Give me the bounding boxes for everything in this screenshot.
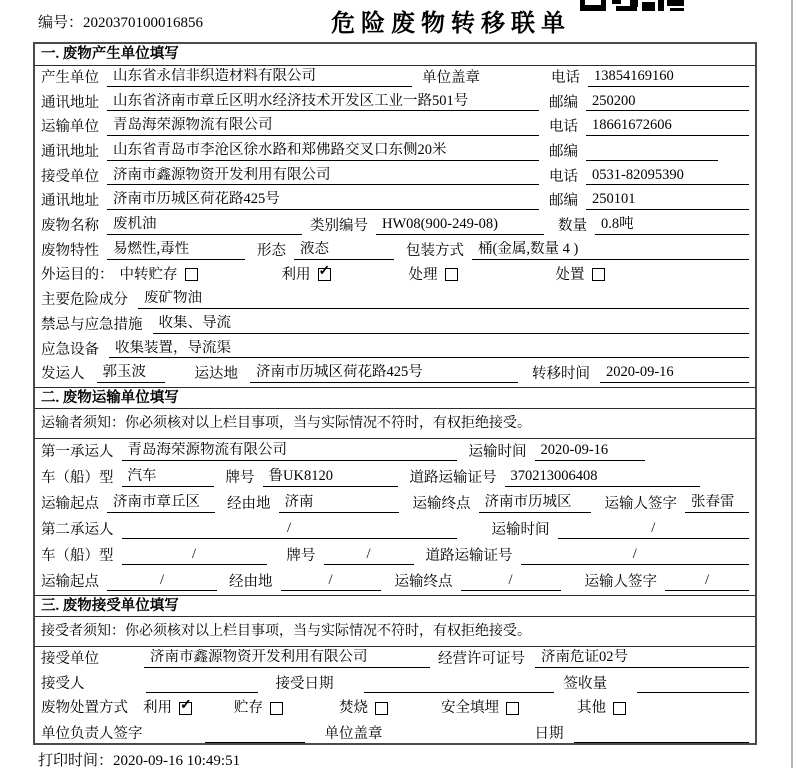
serial-label: 编号： [38,15,84,31]
transporter-address-value: 山东省青岛市李沧区徐水路和郑佛路交叉口东侧20米 [107,142,539,161]
receiver-zip-label: 邮编 [549,193,578,210]
landfill-checkbox [506,702,519,715]
purpose-label: 外运目的： [41,266,114,283]
carrier2-route-row [35,569,755,595]
manifest-form [33,42,757,745]
producer-phone-value: 13854169160 [588,68,749,87]
received-qty-value [637,691,749,693]
carrier2-label: 第二承运人 [41,522,114,539]
consignor-row [35,362,755,387]
end-label: 运输终点 [394,574,453,591]
transporter-phone-label: 电话 [549,119,578,136]
carrier2-sign-value: / [665,572,749,591]
producer-row [35,66,755,91]
disposal-option-other [577,700,626,717]
waste-name-label: 废物名称 [41,218,99,235]
property-label: 废物特性 [41,242,99,259]
transporter-row [35,115,755,140]
purpose-option-treat [409,267,458,284]
received-qty-label: 签收量 [563,676,607,693]
transporter-zip-value [586,159,718,161]
head-sign-row [35,722,755,747]
unit-seal-label: 单位盖章 [324,726,383,743]
carrier2-row [35,517,755,543]
emergency-value: 收集、导流 [153,315,750,334]
plate-label: 牌号 [225,470,255,487]
carrier1-via-value: 济南 [279,494,399,513]
section3-notice: 接受者须知：你必须核对以上栏目事项，当与实际情况不符时，有权拒绝接受。 [35,617,755,647]
utilize-checkbox [318,268,331,281]
equipment-label: 应急设备 [41,341,99,358]
producer-zip-value: 250200 [586,93,749,112]
producer-label: 产生单位 [41,70,99,87]
print-time-label: 打印时间： [38,753,114,768]
equipment-row [35,338,755,363]
transfer-storage-checkbox [185,268,198,281]
disposal-row [35,697,755,722]
carrier1-vehicle-row [35,465,755,491]
license-label: 道路运输证号 [425,548,513,565]
section2-notice: 运输者须知：你必须核对以上栏目事项，当与实际情况不符时，有权拒绝接受。 [35,409,755,439]
section3-header: 三. 废物接受单位填写 [35,595,755,617]
packing-label: 包装方式 [406,242,464,259]
serial-value: 2020370100016856 [83,15,204,31]
carrier1-route-row [35,491,755,517]
date-value [574,741,750,743]
disposal-label: 废物处置方式 [41,700,128,717]
accept-unit-label: 接受单位 [41,651,99,668]
quantity-value: 0.8吨 [595,216,749,235]
acceptor-value [146,691,258,693]
transporter-value: 青岛海荣源物流有限公司 [107,117,539,136]
disposal-option-label: 贮存 [234,700,263,717]
origin-label: 运输起点 [41,496,99,513]
transporter-address-label: 通讯地址 [41,144,99,161]
disposal-option-label: 利用 [143,700,172,717]
vehicle-label: 车（船）型 [41,548,114,565]
treat-checkbox [445,268,458,281]
equipment-value: 收集装置，导流渠 [109,340,749,359]
permit-label: 经营许可证号 [438,651,525,668]
purpose-option-label: 中转贮存 [119,266,178,283]
waste-name-value: 废机油 [107,216,302,235]
transfer-time-label: 转移时间 [532,366,590,383]
disposal-option-incinerate [339,700,388,717]
acceptor-label: 接受人 [41,676,85,693]
component-row [35,288,755,313]
qr-code-fragment-icon [580,0,688,12]
purpose-option-label: 处置 [555,266,585,283]
date-label: 日期 [534,726,564,743]
purpose-option-dispose [556,267,605,284]
receiver-phone-value: 0531-82095390 [586,167,749,186]
carrier1-label: 第一承运人 [41,444,114,461]
carrier2-value: / [122,520,457,539]
disposal-option-utilize [143,700,192,717]
carrier1-origin-value: 济南市章丘区 [107,494,215,513]
producer-value: 山东省永信非织造材料有限公司 [107,68,412,87]
purpose-option-label: 处理 [408,266,438,283]
carrier2-end-value: / [461,572,561,591]
via-label: 经由地 [229,574,273,591]
carrier1-time-label: 运输时间 [468,444,527,461]
producer-phone-label: 电话 [551,70,580,87]
head-sign-value [205,741,305,743]
consignor-value: 郭玉波 [97,364,165,383]
form-label: 形态 [257,242,286,259]
disposal-option-landfill [441,700,519,717]
carrier2-origin-value: / [107,572,217,591]
accept-unit-value: 济南市鑫源物资开发利用有限公司 [144,649,430,668]
disposal-option-label: 焚烧 [339,700,368,717]
quantity-label: 数量 [558,218,587,235]
license-label: 道路运输证号 [409,470,497,487]
carrier2-time-label: 运输时间 [491,522,550,539]
packing-value: 桶(金属,数量 4 ) [472,241,749,260]
via-label: 经由地 [227,496,271,513]
carrier1-plate-value: 鲁UK8120 [263,468,398,487]
accept-unit-row [35,647,755,672]
destination-value: 济南市历城区荷花路425号 [250,364,518,383]
dispose-checkbox [592,268,605,281]
receiver-zip-value: 250101 [586,191,749,210]
disposal-option-label: 安全填埋 [441,700,499,717]
category-value: HW08(900-249-08) [376,216,544,235]
purpose-option-utilize [282,267,331,284]
transporter-phone-value: 18661672606 [586,117,749,136]
producer-address-row [35,91,755,116]
utilize-checkbox [179,702,192,715]
carrier2-license-value: / [521,546,750,565]
page-right-edge [791,0,793,768]
receiver-address-label: 通讯地址 [41,193,99,210]
receiver-address-row [35,189,755,214]
sign-label: 运输人签字 [604,496,677,513]
accept-date-value [364,691,554,693]
producer-address-label: 通讯地址 [41,94,99,111]
transporter-label: 运输单位 [41,119,99,136]
incinerate-checkbox [375,702,388,715]
vehicle-label: 车（船）型 [41,470,114,487]
page-title: 危险废物转移联单 [331,10,571,37]
carrier1-time-value: 2020-09-16 [535,442,645,461]
carrier2-vehicle-value: / [122,546,267,565]
emergency-row [35,313,755,338]
destination-label: 运达地 [194,366,238,383]
sign-label: 运输人签字 [584,574,657,591]
acceptor-row [35,672,755,697]
plate-label: 牌号 [286,548,316,565]
component-value: 废矿物油 [138,290,749,309]
receiver-phone-label: 电话 [549,168,578,185]
receiver-value: 济南市鑫源物资开发利用有限公司 [107,167,539,186]
other-checkbox [613,702,626,715]
carrier2-plate-value: / [324,546,414,565]
producer-address-value: 山东省济南市章丘区明水经济技术开发区工业一路501号 [107,93,539,112]
purpose-option-label: 利用 [281,266,311,283]
section1-header: 一. 废物产生单位填写 [35,44,755,66]
seal-label: 单位盖章 [422,70,480,87]
section2-header: 二. 废物运输单位填写 [35,387,755,409]
transporter-address-row [35,140,755,165]
carrier1-value: 青岛海荣源物流有限公司 [122,442,457,461]
waste-name-row [35,214,755,239]
transporter-zip-label: 邮编 [549,144,578,161]
transfer-time-value: 2020-09-16 [600,364,749,383]
disposal-option-label: 其他 [577,700,606,717]
disposal-option-storage [234,700,283,717]
print-time-value: 2020-09-16 10:49:51 [113,753,241,768]
carrier1-vehicle-value: 汽车 [122,468,214,487]
carrier1-license-value: 370213006408 [505,468,700,487]
property-value: 易燃性,毒性 [107,241,245,260]
waste-property-row [35,239,755,264]
serial-number [38,11,203,32]
carrier1-row [35,439,755,465]
component-label: 主要危险成分 [41,292,128,309]
receiver-address-value: 济南市历城区荷花路425号 [107,191,539,210]
purpose-row [35,264,755,289]
accept-date-label: 接受日期 [275,676,334,693]
receiver-label: 接受单位 [41,168,99,185]
purpose-option-transfer-storage [120,267,198,284]
carrier2-time-value: / [558,520,750,539]
receiver-row [35,165,755,190]
category-label: 类别编号 [310,218,368,235]
emergency-label: 禁忌与应急措施 [41,316,143,333]
storage-checkbox [270,702,283,715]
producer-zip-label: 邮编 [549,94,578,111]
consignor-label: 发运人 [41,366,85,383]
carrier2-via-value: / [281,572,381,591]
origin-label: 运输起点 [41,574,99,591]
form-value: 液态 [294,241,394,260]
carrier1-sign-value: 张春雷 [685,494,749,513]
carrier2-vehicle-row [35,543,755,569]
head-sign-label: 单位负责人签字 [41,726,143,743]
end-label: 运输终点 [412,496,471,513]
permit-value: 济南危证02号 [535,649,749,668]
print-time [38,749,240,768]
carrier1-end-value: 济南市历城区 [479,494,591,513]
